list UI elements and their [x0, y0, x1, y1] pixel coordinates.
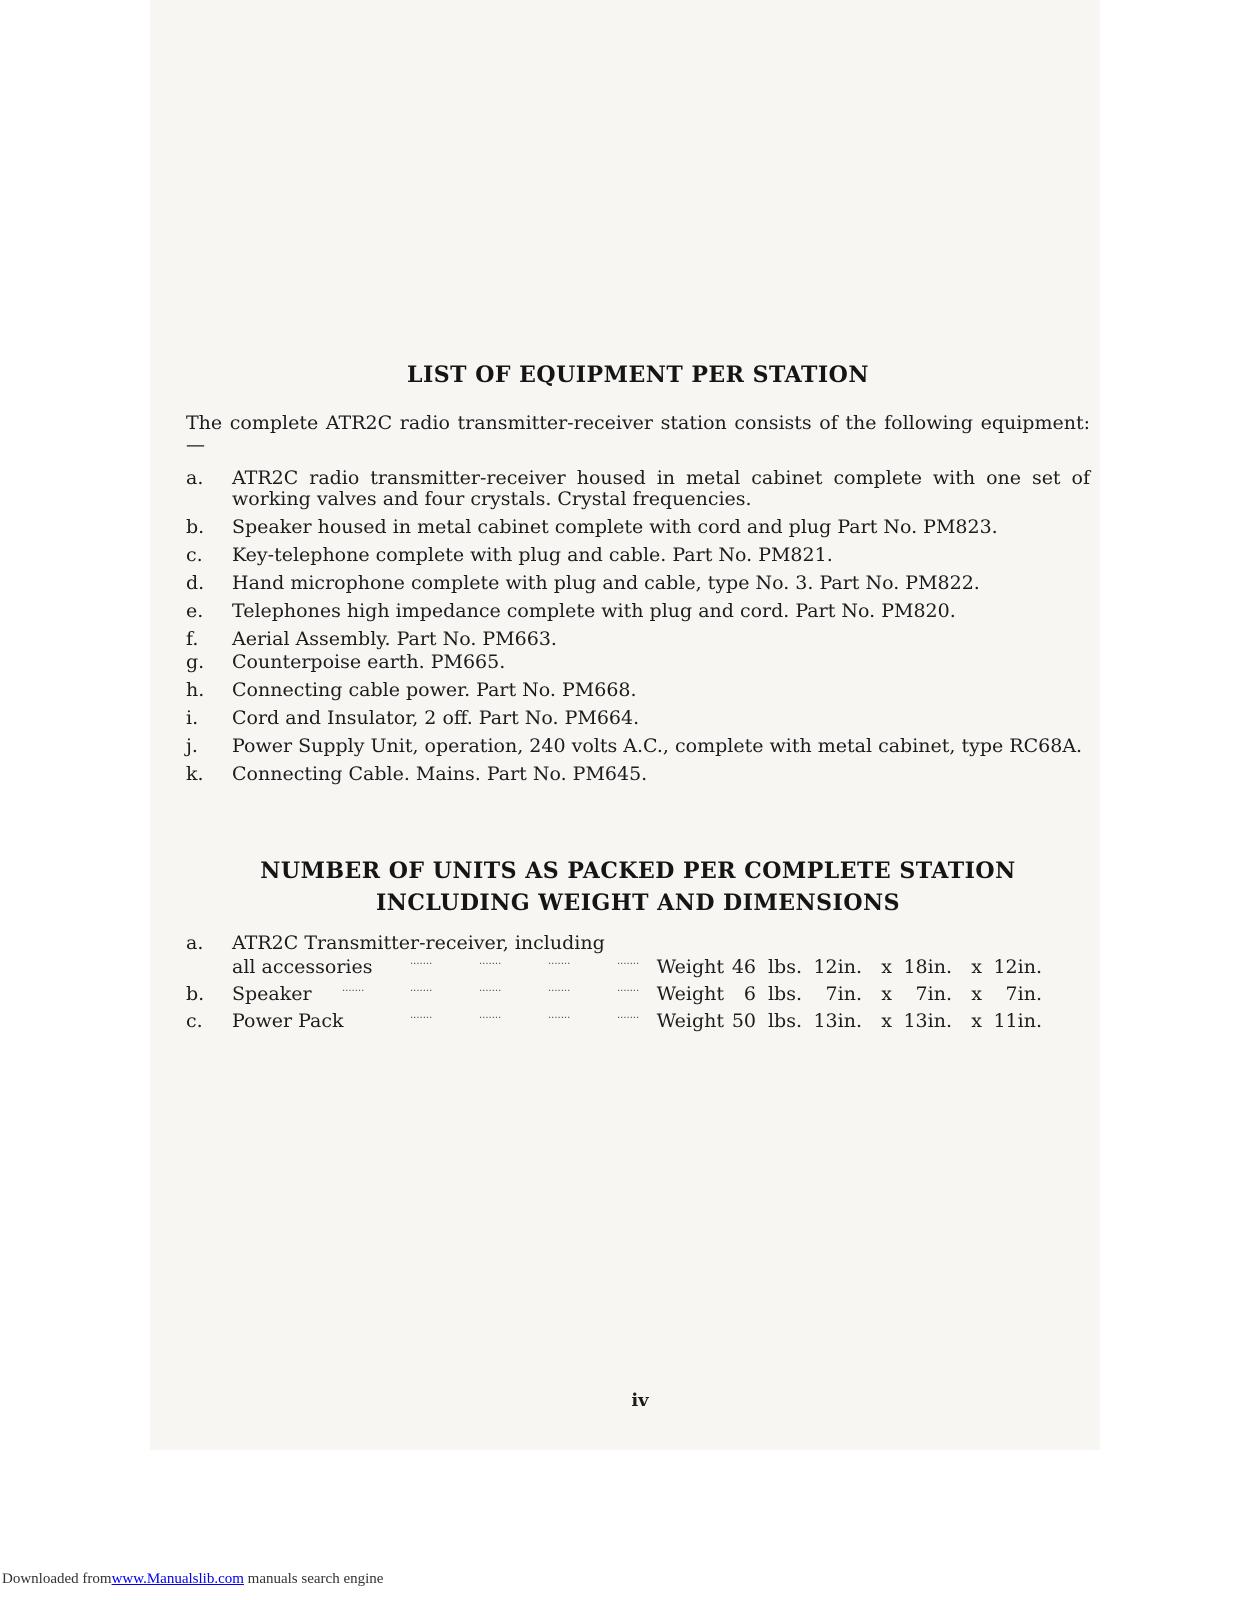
unit-letter: c. — [186, 1010, 203, 1032]
dimension-separator: x — [971, 956, 982, 978]
equipment-list — [186, 468, 1090, 785]
item-text: Key-telephone complete with plug and cable. Part No. PM821. — [232, 544, 833, 566]
weight-unit: lbs. — [767, 956, 802, 978]
list-item — [186, 680, 1090, 701]
item-letter: j. — [186, 735, 198, 757]
item-letter: a. — [186, 467, 204, 489]
dimension-separator: x — [971, 983, 982, 1005]
unit-name: Speaker — [232, 983, 312, 1005]
item-letter: h. — [186, 679, 205, 701]
item-text: Hand microphone complete with plug and cable, type No. 3. Part No. PM822. — [232, 572, 980, 594]
unit-name: all accessories — [232, 956, 373, 978]
item-text: Counterpoise earth. PM665. — [232, 651, 506, 673]
list-item — [186, 545, 1090, 566]
table-row: b. Speaker ....... ....... ....... ....... ....... Weight 6 lbs. 7in. x 7in. x 7in. — [186, 981, 1092, 1008]
weight-value: 46 — [731, 956, 756, 978]
item-letter: i. — [186, 707, 199, 729]
list-item — [186, 468, 1090, 510]
item-text: Connecting cable power. Part No. PM668. — [232, 679, 637, 701]
units-heading-line1: NUMBER OF UNITS AS PACKED PER COMPLETE STATION — [260, 858, 1016, 884]
list-item — [186, 573, 1090, 594]
weight-unit: lbs. — [767, 983, 802, 1005]
weight-label: Weight — [656, 983, 724, 1005]
unit-letter: a. — [186, 932, 204, 954]
item-text: ATR2C radio transmitter-receiver housed in metal cabinet complete with one set of working valves and four crystals. Crystal frequencies. — [232, 467, 1090, 510]
unit-name-line1: ATR2C Transmitter-receiver, including — [232, 932, 605, 954]
page-number: iv — [631, 1390, 649, 1411]
item-letter: f. — [186, 628, 199, 650]
dimension-2: 7in. — [915, 983, 952, 1005]
unit-name: Power Pack — [232, 1010, 344, 1032]
item-letter: c. — [186, 544, 203, 566]
item-letter: d. — [186, 572, 205, 594]
list-item — [186, 517, 1090, 538]
weight-label: Weight — [656, 1010, 724, 1032]
item-text: Speaker housed in metal cabinet complete with cord and plug Part No. PM823. — [232, 516, 998, 538]
item-letter: k. — [186, 763, 204, 785]
dimension-1: 7in. — [825, 983, 862, 1005]
dimension-separator: x — [971, 1010, 982, 1032]
dimension-separator: x — [881, 1010, 892, 1032]
item-letter: e. — [186, 600, 204, 622]
weight-unit: lbs. — [767, 1010, 802, 1032]
table-row: c. Power Pack ....... ....... ....... ....... Weight 50 lbs. 13in. x 13in. x 11in. — [186, 1008, 1092, 1035]
table-row: all accessories ....... ....... ....... ....... Weight 46 lbs. 12in. x 18in. x 12in. — [186, 954, 1092, 981]
dimension-separator: x — [881, 983, 892, 1005]
item-text: Connecting Cable. Mains. Part No. PM645. — [232, 763, 648, 785]
units-heading-line2: INCLUDING WEIGHT AND DIMENSIONS — [375, 890, 900, 916]
dimension-2: 13in. — [903, 1010, 952, 1032]
manualslib-link[interactable]: www.Manualslib.com — [111, 1571, 244, 1587]
units-table — [186, 932, 1092, 1035]
item-text: Aerial Assembly. Part No. PM663. — [232, 628, 557, 650]
item-text: Telephones high impedance complete with plug and cord. Part No. PM820. — [232, 600, 956, 622]
list-item — [186, 652, 1090, 673]
list-item — [186, 708, 1090, 729]
dimension-3: 11in. — [993, 1010, 1042, 1032]
footer-prefix: Downloaded from — [2, 1571, 112, 1587]
list-item — [186, 629, 1090, 650]
equipment-list-title: LIST OF EQUIPMENT PER STATION — [407, 362, 869, 388]
weight-label: Weight — [656, 956, 724, 978]
list-item — [186, 736, 1090, 757]
item-letter: g. — [186, 651, 205, 673]
item-text: Cord and Insulator, 2 off. Part No. PM664. — [232, 707, 640, 729]
dimension-1: 13in. — [813, 1010, 862, 1032]
item-letter: b. — [186, 516, 205, 538]
weight-value: 6 — [743, 983, 756, 1005]
footer-suffix: manuals search engine — [243, 1571, 384, 1587]
list-item — [186, 764, 1090, 785]
dimension-2: 18in. — [903, 956, 952, 978]
list-item — [186, 601, 1090, 622]
dimension-1: 12in. — [813, 956, 862, 978]
unit-letter: b. — [186, 983, 205, 1005]
weight-value: 50 — [731, 1010, 756, 1032]
download-footer — [2, 1571, 383, 1588]
dimension-3: 7in. — [1005, 983, 1042, 1005]
intro-paragraph: The complete ATR2C radio transmitter-receiver station consists of the following equipment:— — [186, 412, 1090, 456]
item-text: Power Supply Unit, operation, 240 volts A.C., complete with metal cabinet, type RC68A. — [232, 735, 1083, 757]
dimension-3: 12in. — [993, 956, 1042, 978]
dimension-separator: x — [881, 956, 892, 978]
